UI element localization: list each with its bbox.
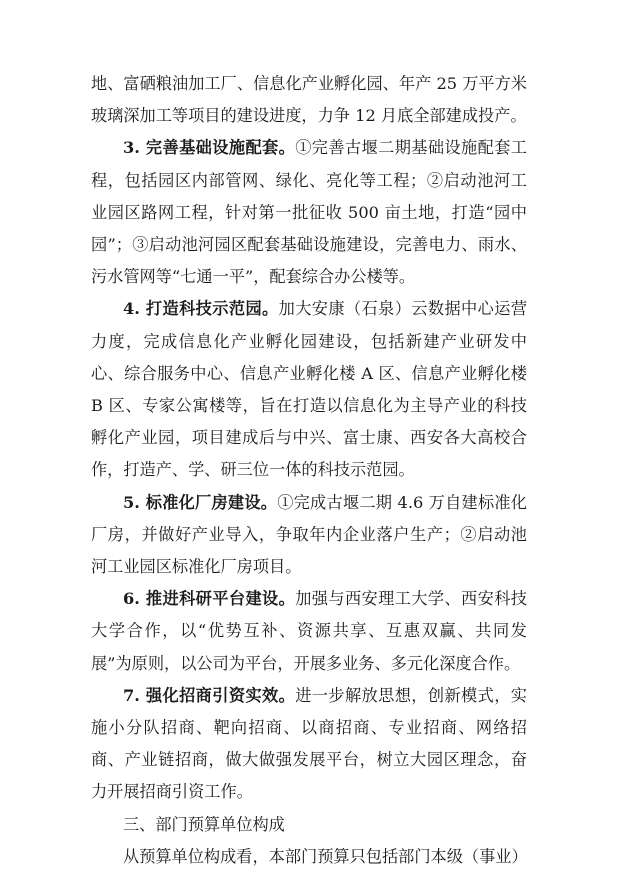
- paragraph-standard-factory: [91, 487, 527, 584]
- paragraph-text: ①完成古堰二期 4.6 万自建标准化厂房，并做好产业导入，争取年内企业落户生产；②启动池河工业园区标准化厂房项目。: [91, 492, 527, 577]
- paragraph-text: 三、部门预算单位构成: [123, 814, 285, 834]
- section-heading: 5. 标准化厂房建设。: [123, 492, 278, 512]
- paragraph-text: 加强与西安理工大学、西安科技大学合作，以“优势互补、资源共享、互惠双赢、共同发展”为原则，以公司为平台，开展多业务、多元化深度合作。: [91, 589, 527, 673]
- paragraph-text: 加大安康（石泉）云数据中心运营力度，完成信息化产业孵化园建设，包括新建产业研发中心、综合服务中心、信息产业孵化楼 A 区、信息产业孵化楼 B 区、专家公寓楼等，旨在打造以信息化为主导产业的科技孵化产业园，项目建成后与中兴、富士康、西安各大高校合作，打造产、学、研三位一体的科技示范园。: [91, 299, 528, 480]
- section-title-budget-units: [91, 809, 527, 841]
- section-heading: 7. 强化招商引资实效。: [123, 685, 296, 705]
- section-heading: 6. 推进科研平台建设。: [123, 589, 296, 609]
- section-heading: 3. 完善基础设施配套。: [123, 138, 296, 158]
- paragraph-text: 地、富硒粮油加工厂、信息化产业孵化园、年产 25 万平方米玻璃深加工等项目的建设进度，力争 12 月底全部建成投产。: [91, 74, 527, 126]
- paragraph-text: 从预算单位构成看，本部门预算只包括部门本级（事业）: [123, 846, 528, 866]
- paragraph-text: ①完善古堰二期基础设施配套工程，包括园区内部管网、绿化、亮化等工程；②启动池河工业园区路网工程，针对第一批征收 500 亩土地，打造“园中园”；③启动池河园区配套基础设施建设，完善电力、雨水、污水管网等“七通一平”，配套综合办公楼等。: [91, 138, 527, 287]
- paragraph-research-platform: [91, 583, 527, 680]
- paragraph-budget-units: [91, 841, 527, 873]
- paragraph-text: 进一步解放思想，创新模式，实施小分队招商、靶向招商、以商招商、专业招商、网络招商、产业链招商，做大做强发展平台，树立大园区理念，奋力开展招商引资工作。: [91, 685, 527, 802]
- paragraph-infrastructure: [91, 132, 527, 293]
- section-heading: 4. 打造科技示范园。: [123, 299, 279, 319]
- paragraph-tech-park: [91, 293, 527, 486]
- paragraph-investment: [91, 680, 527, 809]
- document-body: [91, 68, 527, 873]
- paragraph-project-progress: [91, 68, 527, 132]
